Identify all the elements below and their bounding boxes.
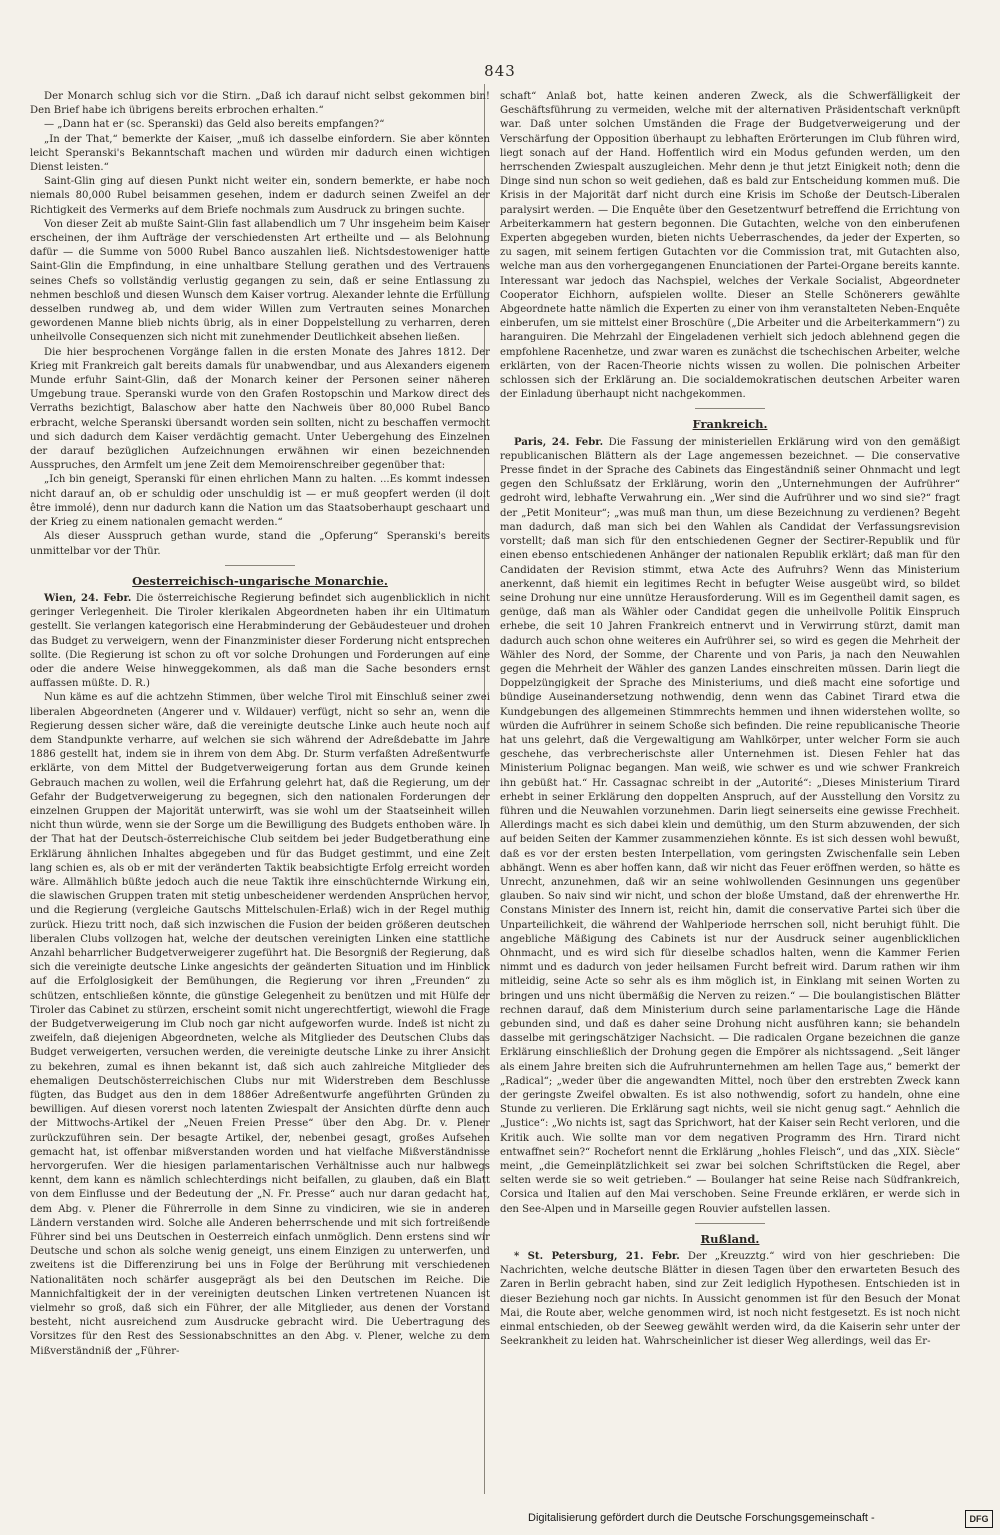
right-column xyxy=(500,90,960,1490)
section-divider xyxy=(695,1223,765,1224)
dfg-logo: DFG xyxy=(965,1510,993,1528)
paragraph: Nun käme es auf die achtzehn Stimmen, über welche Tirol mit Einschluß seiner zwei liberalen Abgeordneten (Angerer und v. Wildauer) verfügt, nicht so sehr an, wenn die Regierung dessen sicher wäre, daß die vereinigte deutsche Linke auch heute noch auf dem Standpunkte verharre, auf welchen sie sich während der Adreßdebatte im Jahre 1886 gestellt hat, indem sie in ihrem von dem Abg. Dr. Sturm verfaßten Adreßentwurfe erklärte, von dem Mittel der Budgetverweigerung fortan aus dem Grunde keinen Gebrauch machen zu wollen, weil die Erfahrung gelehrt hat, daß die Regierung, um der Gefahr der Budgetverweigerung zu begegnen, sich den nationalen Forderungen der einzelnen Gruppen der Majorität unterwirft, was sie wohl um der Staatseinheit willen nicht thun würde, wenn sie der Sorge um die Bewilligung des Budgets enthoben wäre. In der That hat der Deutsch-österreichische Club seitdem bei jeder Budgetberathung eine Erklärung ähnlichen Inhaltes abgegeben und für das Budget gestimmt, und eine Zeit lang schien es, als ob er mit der veränderten Taktik beabsichtigte Erfolg erreicht worden wäre. Allmählich büßte jedoch auch die neue Taktik ihre einschüchternde Wirkung ein, die slawischen Gruppen traten mit stetig unbescheidener werdenden Ansprüchen hervor, und die Regierung (vergleiche Gautschs Mittelschulen-Erlaß) wich in der Regel muthig zurück. Hiezu tritt noch, daß sich inzwischen die Fusion der beiden größeren deutschen liberalen Clubs vollzogen hat, welche der deutschen vereinigten Linken eine stattliche Anzahl beharrlicher Budgetverweigerer zugeführt hat. Die Besorgniß der Regierung, daß sich die vereinigte deutsche Linke angesichts der geänderten Situation und im Hinblick auf die Erfolglosigkeit der Bemühungen, die Regierung vor ihren „Freunden“ zu schützen, entschließen könnte, die günstige Gelegenheit zu benützen und mit Hülfe der Tiroler das Cabinet zu stürzen, erscheint somit nicht ungerechtfertigt, wiewohl die Frage der Budgetverweigerung im Club noch gar nicht aufgeworfen wurde. Indeß ist nicht zu zweifeln, daß diejenigen Abgeordneten, welche als Mitglieder des Deutschen Clubs das Budget verweigerten, versuchen werden, die vereinigte deutsche Linke zu ihrer Ansicht zu bekehren, zumal es ihnen bekannt ist, daß sich auch zahlreiche Mitglieder des ehemaligen Deutschösterreichischen Clubs nur mit Widerstreben dem Beschlusse fügten, das Budget aus den in dem 1886er Adreßentwurfe angeführten Gründen zu bewilligen. Auf diesen vorerst noch latenten Zwiespalt der Ansichten dürfte denn auch der Mittwochs-Artikel der „Neuen Freien Presse“ über den Abg. Dr. v. Plener zurückzuführen sein. Der besagte Artikel, der, nebenbei gesagt, großes Aufsehen gemacht hat, ist offenbar mißverstanden worden und hat vielfache Mißverständnisse hervorgerufen. Wer die hiesigen parlamentarischen Verhältnisse auch nur halbwegs kennt, dem kann es nämlich schlechterdings nicht beifallen, zu glauben, daß ein Blatt von dem Einflusse und der Bedeutung der „N. Fr. Presse“ auch nur daran gedacht hat, dem Abg. v. Plener die Führerrolle in dem Sinne zu vindiciren, wie sie in anderen Ländern verstanden wird. Solche alle Anderen beherrschende und mit sich fortreißende Führer sind bei uns Deutschen in Oesterreich einfach unmöglich. Denn erstens sind wir Deutsche und schon als solche wenig geneigt, uns einem Einzigen zu unterwerfen, und zweitens ist die Differenzirung bei uns in Folge der Berührung mit verschiedenen Nationalitäten noch schärfer ausgeprägt als bei den Deutschen im Reiche. Die Mannichfaltigkeit der in der vereinigten deutschen Linken vertretenen Nuancen ist vielmehr so groß, daß sich ein Führer, der alle Mitglieder, aus denen der Vorstand besteht, nicht ausreichend zum Ausdrucke gebracht wird. Die Uebertragung des Vorsitzes für den Rest des Sessionabschnittes an den Abg. v. Plener, welche zu dem Mißverständniß der „Führer- xyxy=(30,692,490,1357)
paragraph: Die Fassung der ministeriellen Erklärung wird von den gemäßigt republicanischen Blättern als der Lage angemessen bezeichnet. — Die conservative Presse findet in der Sprache des Cabinets das Eingeständniß seiner Ohnmacht und legt gegen den Schlußsatz der Erklärung, worin den „Unternehmungen der Aufrührer“ gedroht wird, lebhafte Verwahrung ein. „Wer sind die Aufrührer und wo sind sie?“ fragt der „Petit Moniteur“; „was muß man thun, um diese Bezeichnung zu verdienen? Begeht man dadurch, daß man sich bei den Wahlen als Candidat der Verfassungsrevision vorstellt; daß man sich für den entschiedenen Gegner der Sectirer-Republik und für einen ebenso entschiedenen Anhänger der nationalen Republik erklärt; daß man für den Candidaten der Revision stimmt, etwa Acte des Aufruhrs? Wenn das Ministerium anerkennt, daß hiemit ein legitimes Recht in befugter Weise ausgeübt wird, so bildet seine Drohung nur eine unnütze Herausforderung. Will es im Gegentheil damit sagen, es genüge, daß man als Wähler oder Candidat gegen die unheilvolle Politik Einspruch erhebe, die seit 10 Jahren Frankreich entnervt und in Verwirrung stürzt, damit man dadurch auch schon ohne weiteres ein Aufrührer sei, so wird es gegen die Mehrheit der Wähler des Nord, der Somme, der Charente und von Paris, ja nach den Neuwahlen gegen die Mehrheit der Wähler des ganzen Landes einschreiten müssen. Darin liegt die Doppelzüngigkeit der Sprache des Ministeriums, und dieß macht eine sofortige und bündige Auseinandersetzung nothwendig, denn wenn das Cabinet Tirard etwa die Kundgebungen des allgemeinen Stimmrechts hemmen und ihnen widerstehen wollte, so würden die Aufrührer in seinem Schoße sich befinden. Die reine republicanische Theorie hat uns gelehrt, daß die Vergewaltigung am Wahlkörper, unter welcher Form sie auch geschehe, das verbrecherischste aller Unternehmen ist. Diesen Fehler hat das Ministerium Polignac begangen. Man weiß, wie schwer es und wie schwer Frankreich ihn gebüßt hat.“ Hr. Cassagnac schreibt in der „Autorité“: „Dieses Ministerium Tirard erhebt in seiner Erklärung den doppelten Anspruch, auf der Ausstellung den Vorsitz zu führen und die Neuwahlen vorzunehmen. Darin liegt seinerseits eine gewisse Frechheit. Allerdings macht es sich dabei klein und demüthig, um den Sturm abzuwenden, der sich auf beiden Seiten der Kammer zusammenziehen könnte. Es ist sich dessen wohl bewußt, daß es vor der ersten besten Interpellation, vom geringsten Zwischenfalle sein Leben abhängt. Wenn es aber hoffen kann, daß wir nicht das Feuer eröffnen werden, so hätte es Unrecht, anzunehmen, daß wir an seine wohlwollenden Gesinnungen uns gegenüber glauben. So naiv sind wir nicht, und schon der bloße Umstand, daß der ehrenwerthe Hr. Constans Minister des Innern ist, reicht hin, damit die conservative Partei sich über die Unparteilichkeit, die während der Wahlperiode herrschen soll, nicht beruhigt fühlt. Die angebliche Mäßigung des Cabinets ist nur der Ausdruck seiner augenblicklichen Ohnmacht, und es wird sich für dieselbe schadlos halten, wenn die Kammer Ferien nimmt und es dadurch von jeder heilsamen Furcht befreit wird. Darum rathen wir ihm mitleidig, seine Acte so sehr als es ihm möglich ist, in Einklang mit seinen Worten zu bringen und uns nicht übermäßig die Nerven zu reizen.“ — Die boulangistischen Blätter rechnen darauf, daß dem Ministerium durch seine parlamentarische Lage die Hände gebunden sind, und daß es daher seine Drohung nicht ausführen kann; sie behandeln dasselbe mit geringschätziger Nachsicht. — Die radicalen Organe bezeichnen die ganze Erklärung einschließlich der Drohung gegen die Empörer als nichtssagend. „Seit länger als einem Jahre breiten sich die Aufruhrunternehmen am hellen Tage aus,“ bemerkt der „Radical“; „weder über die angewandten Mittel, noch über den erstrebten Zweck kann der geringste Zweifel obwalten. Es ist also nothwendig, sofort zu handeln, ohne eine Stunde zu verlieren. Die Erklärung sagt nichts, weil sie nicht genug sagt.“ Aehnlich die „Justice“: „Wo nichts ist, sagt das Sprichwort, hat der Kaiser sein Recht verloren, und die Kritik auch. Wie sollte man vor dem negativen Programm des Hrn. Tirard nicht entwaffnet sein?“ Rochefort nennt die Erklärung „hohles Fleisch“, und das „XIX. Siècle“ meint, „die Gemeinplätzlichkeit sei zwar bei solchen Schriftstücken die Regel, aber selten werde sie so weit getrieben.“ — Boulanger hat seine Reise nach Südfrankreich, Corsica und Italien auf den Mai verschoben. Seine Freunde erklären, er werde sich in den See-Alpen und in Marseille gegen Rouvier aufstellen lassen. xyxy=(500,436,960,1215)
paragraph: Saint-Glin ging auf diesen Punkt nicht weiter ein, sondern bemerkte, er habe noch niemals 80,000 Rubel beisammen gesehen, indem er dadurch seinen Zweifel an der Richtigkeit des Vermerks auf dem Briefe nochmals zum Ausdruck zu bringen suchte. xyxy=(30,176,490,216)
quote-paragraph: „Ich bin geneigt, Speranski für einen ehrlichen Mann zu halten. ...Es kommt indessen nicht darauf an, ob er schuldig oder unschuldig ist — er muß geopfert werden (il doit être immolé), denn nur dadurch kann die Nation um das Staatsoberhaupt geschaart und der Krieg zu einem nationalen gemacht werden.“ xyxy=(30,474,490,529)
paragraph: Die österreichische Regierung befindet sich augenblicklich in nicht geringer Verlegenheit. Die Tiroler klerikalen Abgeordneten haben ihr ein Ultimatum gestellt. Sie verlangen kategorisch eine Herabminderung der Gebäudesteuer und drohen das Budget zu verweigern, wenn der Finanzminister dieser Forderung nicht entsprechen sollte. (Die Regierung ist schon zu oft vor solche Drohungen und Forderungen auf eine oder die andere Weise hinweggekommen, als daß man die Sache besonders ernst auffassen müßte. D. R.) xyxy=(30,592,490,690)
paragraph: „In der That,“ bemerkte der Kaiser, „muß ich dasselbe einfordern. Sie aber könnten leicht Speranski's Bekanntschaft machen und würden mir dadurch einen wichtigen Dienst leisten.“ xyxy=(30,133,490,174)
paragraph: Als dieser Ausspruch gethan wurde, stand die „Opferung“ Speranski's bereits unmittelbar vor der Thür. xyxy=(30,531,490,557)
left-column xyxy=(30,90,490,1490)
dateline: * St. Petersburg, 21. Febr. xyxy=(514,1251,680,1263)
dateline: Wien, 24. Febr. xyxy=(44,592,132,604)
section-heading-austria: Oesterreichisch-ungarische Monarchie. xyxy=(132,573,388,588)
paragraph: Von dieser Zeit ab mußte Saint-Glin fast allabendlich um 7 Uhr insgeheim beim Kaiser erscheinen, der ihm Aufträge der verschiedensten Art ertheilte und — als Belohnung dafür — die Summe von 5000 Rubel Banco auszahlen ließ. Nichtsdestoweniger hatte Saint-Glin die Empfindung, in eine unhaltbare Stellung gerathen und des Vertrauens seines Chefs so vollständig verlustig gegangen zu sein, daß er seine Entlassung zu nehmen beschloß und diesen Wunsch dem Kaiser vortrug. Alexander lehnte die Erfüllung desselben rundweg ab, und dem wider Willen zum Vertrauten seines Monarchen gewordenen Manne blieb nichts übrig, als in einer Doppelstellung zu verharren, deren unheilvolle Consequenzen sich nicht mit zunehmender Deutlichkeit absehen ließen. xyxy=(30,218,490,344)
paragraph: schaft“ Anlaß bot, hatte keinen anderen Zweck, als die Schwerfälligkeit der Geschäftsführung zu vermeiden, welche mit der alternativen Präsidentschaft verknüpft war. Daß unter solchen Umständen die Frage der Budgetverweigerung und der Verschärfung der Opposition überhaupt zu lebhaften Erörterungen im Club führen wird, liegt sonach auf der Hand. Hoffentlich wird ein Modus gefunden werden, um den herrschenden Zwiespalt auszugleichen. Mehr denn je thut jetzt Einigkeit noth; denn die Dinge sind nun schon so weit gediehen, daß es bald zur Entscheidung kommen muß. Die Krisis in der Majorität darf nicht durch eine Krisis im Schoße der Deutsch-Liberalen paralysirt werden. — Die Enquête über den Gesetzentwurf betreffend die Errichtung von Arbeiterkammern hat gestern begonnen. Die Gutachten, welche von den einberufenen Experten abgegeben wurden, bieten nichts Ueberraschendes, da jeder der Experten, so zu sagen, mit seinem fertigen Gutachten vor die Commission trat, mit Gutachten also, welche man aus den vorhergegangenen Enunciationen der Partei-Organe bereits kannte. Interessant war jedoch das Nachspiel, welches der Verkale Socialist, Abgeordneter Cooperator Eichhorn, aufspielen wollte. Dieser an Stelle Schönerers gewählte Abgeordnete hatte nämlich die Experten zu einer von ihm veranstalteten Neben-Enquête einberufen, um sie mittelst einer Broschüre („Die Arbeiter und die Arbeiterkammern“) zu haranguiren. Die Mehrzahl der Eingeladenen verhielt sich jedoch ablehnend gegen die empfohlene Racenhetze, und zwar waren es zunächst die tschechischen Arbeiter, welche erklärten, von der Racen-Theorie nichts wissen zu wollen. Die polnischen Arbeiter schlossen sich der Erklärung an. Die socialdemokratischen deutschen Arbeiter waren der Einladung überhaupt nicht nachgekommen. xyxy=(500,91,960,401)
section-divider xyxy=(225,565,295,566)
section-divider xyxy=(695,408,765,409)
page-number: 843 xyxy=(484,62,516,80)
paragraph: — „Dann hat er (sc. Speranski) das Geld also bereits empfangen?“ xyxy=(44,119,385,131)
paragraph: Der Monarch schlug sich vor die Stirn. „Daß ich darauf nicht selbst gekommen bin! Den Brief habe ich übrigens bereits erbrochen erhalten.“ xyxy=(30,91,490,117)
paragraph: Die hier besprochenen Vorgänge fallen in die ersten Monate des Jahres 1812. Der Krieg mit Frankreich galt bereits damals für unabwendbar, und aus Alexanders eigenem Munde erfuhr Saint-Glin, daß der Monarch keiner der Personen seiner näheren Umgebung traue. Speranski wurde von den Grafen Rostopschin und Markow direct des Verraths bezichtigt, Balaschow aber hatte den Nachweis über 80,000 Rubel Banco erbracht, welche Speranski übersandt worden sein sollten, nicht zu beschaffen vermocht und sich dadurch dem Kaiser verdächtig gemacht. Unter Uebergehung des Einzelnen der darauf bezüglichen Aufzeichnungen erwähnen wir einen bezeichnenden Ausspruches, den Armfelt um jene Zeit dem Memoirenschreiber gegenüber that: xyxy=(30,346,490,472)
section-heading-france: Frankreich. xyxy=(692,417,768,432)
paragraph: Der „Kreuzztg.“ wird von hier geschrieben: Die Nachrichten, welche deutsche Blätter in diesen Tagen über den erwarteten Besuch des Zaren in Berlin gebracht haben, sind zur Zeit lediglich Hypothesen. Entschieden ist in dieser Beziehung noch gar nichts. In Aussicht genommen ist für den Besuch der Monat Mai, die Route aber, welche genommen wird, ist noch nicht festgesetzt. Es ist noch nicht einmal entschieden, ob der Seeweg gewählt werden wird, da die Kaiserin sehr unter der Seekrankheit zu leiden hat. Wahrscheinlicher ist dieser Weg allerdings, weil das Er- xyxy=(500,1251,960,1348)
digitization-credit: Digitalisierung gefördert durch die Deutsche Forschungsgemeinschaft - xyxy=(528,1512,875,1524)
section-heading-russia: Rußland. xyxy=(700,1231,760,1246)
dateline: Paris, 24. Febr. xyxy=(514,436,604,448)
